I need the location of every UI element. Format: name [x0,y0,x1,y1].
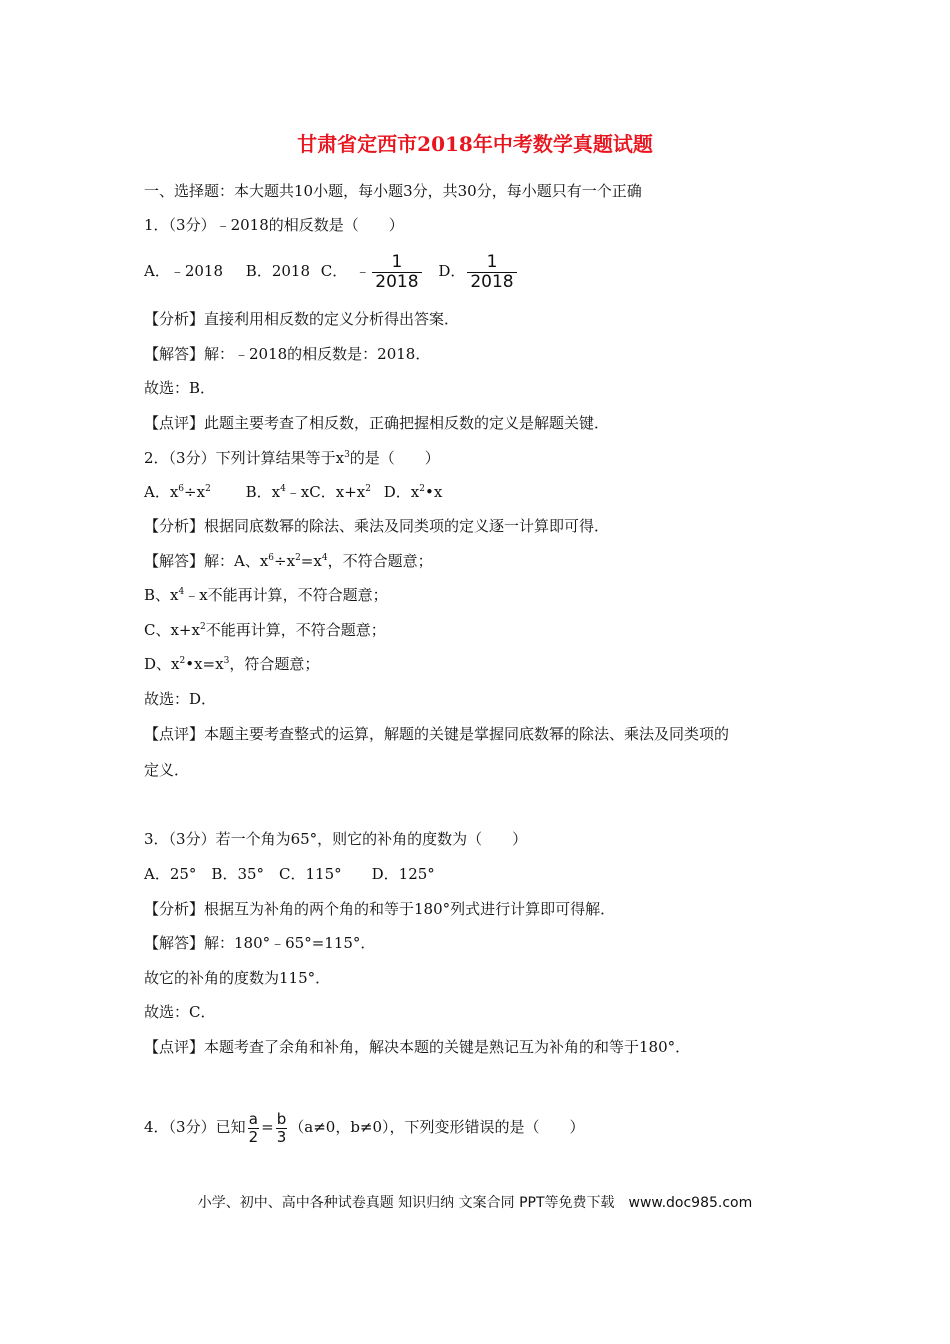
q1-option-c-denominator: 2018 [375,271,419,292]
q2-option-a-exp1: 6 [178,484,185,494]
q1-solution: 【解答】解：﹣2018的相反数是：2018． [144,345,431,363]
q1-option-c-numerator: 1 [372,253,421,273]
q2-solution-c [144,620,386,640]
q1-options [144,251,519,292]
q4-equals-sign: = [261,1118,274,1136]
q2-answer: 故选：D． [144,690,217,708]
q1-option-c-sign: ﹣ [355,262,371,280]
q2-sol-c-text: C、x+x [144,621,200,639]
q2-stem-exponent: 3 [344,450,350,460]
q2-option-a [144,483,211,501]
q4-fraction-b-denominator: 3 [276,1127,287,1146]
q3-stem: 3．（3分）若一个角为65°，则它的补角的度数为（ ） [144,830,528,848]
q2-sol-a-exp2: 2 [295,553,301,563]
q4-stem-text: 4．（3分）已知 [144,1118,246,1136]
q2-option-b-exp: 4 [280,484,286,494]
q2-option-d-tail: •x [424,483,443,501]
q1-comment: 【点评】此题主要考查了相反数，正确把握相反数的定义是解题关键． [144,414,610,432]
q1-option-d-label: D． [438,262,466,280]
q2-sol-d-exp1: 2 [179,656,186,666]
q2-sol-a-exp1: 6 [268,553,275,563]
q2-option-c [309,483,371,501]
page-footer: 小学、初中、高中各种试卷真题 知识归纳 文案合同 PPT等免费下载 www.doc985.com [197,1195,753,1211]
q1-option-a: A．﹣2018 [144,262,224,280]
q2-sol-a-mid1: ÷x [274,552,296,570]
q2-sol-a-text: 【解答】解：A、x [144,552,269,570]
q4-fraction-a-denominator: 2 [248,1127,259,1146]
q4-fraction-a [248,1111,260,1146]
q2-option-b-tail: ﹣x [285,483,310,501]
q2-option-c-base: C．x+x [309,483,366,501]
q2-stem-text: 2．（3分）下列计算结果等于x [144,449,345,467]
q4-fraction-a-numerator: a [248,1109,258,1128]
q2-sol-b-text: B、x [144,586,179,604]
q2-sol-a-tail: ，不符合题意； [327,552,433,570]
q3-analysis: 【分析】根据互为补角的两个角的和等于180°列式进行计算即可得解． [144,900,616,918]
q4-fraction-b [276,1111,288,1146]
q2-option-b-base: B．x [245,483,281,501]
q2-sol-a-exp3: 4 [321,553,328,563]
q1-option-d-fraction [467,253,516,292]
q2-option-d [384,483,443,501]
q1-option-d-numerator: 1 [467,253,516,273]
q4-stem-tail: （a≠0，b≠0），下列变形错误的是（ ） [289,1118,585,1136]
q2-sol-d-mid: •x=x [185,655,224,673]
q4-fraction-b-numerator: b [276,1109,287,1128]
q2-options [144,482,442,502]
q4-stem [144,1108,585,1146]
q3-solution: 【解答】解：180°﹣65°=115°． [144,934,376,952]
q2-sol-b-exp: 4 [178,587,185,597]
q2-option-d-base: D．x [383,483,420,501]
q2-option-a-mid: ÷x [184,483,206,501]
q3-options: A．25° B．35° C．115° D．125° [144,865,435,883]
q2-comment-line2: 定义． [144,761,190,779]
q2-analysis: 【分析】根据同底数幂的除法、乘法及同类项的定义逐一计算即可得． [144,517,610,535]
q2-comment-line1: 【点评】本题主要考查整式的运算，解题的关键是掌握同底数幂的除法、乘法及同类项的 [144,725,730,743]
q2-solution-a [144,551,433,571]
q3-answer: 故选：C． [144,1003,216,1021]
q1-option-c-label: C． [320,262,348,280]
q2-solution-b [144,585,388,605]
q1-stem: 1．（3分）﹣2018的相反数是（ ） [144,216,404,234]
q1-analysis: 【分析】直接利用相反数的定义分析得出答案． [144,310,460,328]
q2-option-d-exp: 2 [419,484,425,494]
q2-sol-d-text: D、x [144,655,180,673]
q2-option-a-base: A．x [144,483,179,501]
q2-sol-a-mid2: =x [300,552,322,570]
q3-conclusion: 故它的补角的度数为115°． [144,969,331,987]
q1-option-b: B．2018 [245,262,310,280]
q2-solution-d [144,654,319,674]
q2-option-c-exp: 2 [365,484,371,494]
q3-comment: 【点评】本题考查了余角和补角，解决本题的关键是熟记互为补角的和等于180°． [144,1038,691,1056]
q1-option-d-denominator: 2018 [470,271,514,292]
q2-option-a-exp2: 2 [205,484,211,494]
q2-sol-b-tail: ﹣x不能再计算，不符合题意； [184,586,388,604]
document-title: 甘肃省定西市2018年中考数学真题试题 [297,132,653,156]
q1-option-c-fraction [372,253,421,292]
q2-stem [144,448,440,468]
q2-sol-c-tail: 不能再计算，不符合题意； [205,621,386,639]
section-heading: 一、选择题：本大题共10小题，每小题3分，共30分，每小题只有一个正确 [144,182,642,200]
q2-sol-c-exp: 2 [199,622,206,632]
q2-stem-tail: 的是（ ） [349,449,440,467]
q2-option-b [246,483,310,501]
q2-sol-d-tail: ，符合题意； [229,655,320,673]
q1-answer: 故选：B． [144,379,216,397]
q2-sol-d-exp2: 3 [223,656,230,666]
